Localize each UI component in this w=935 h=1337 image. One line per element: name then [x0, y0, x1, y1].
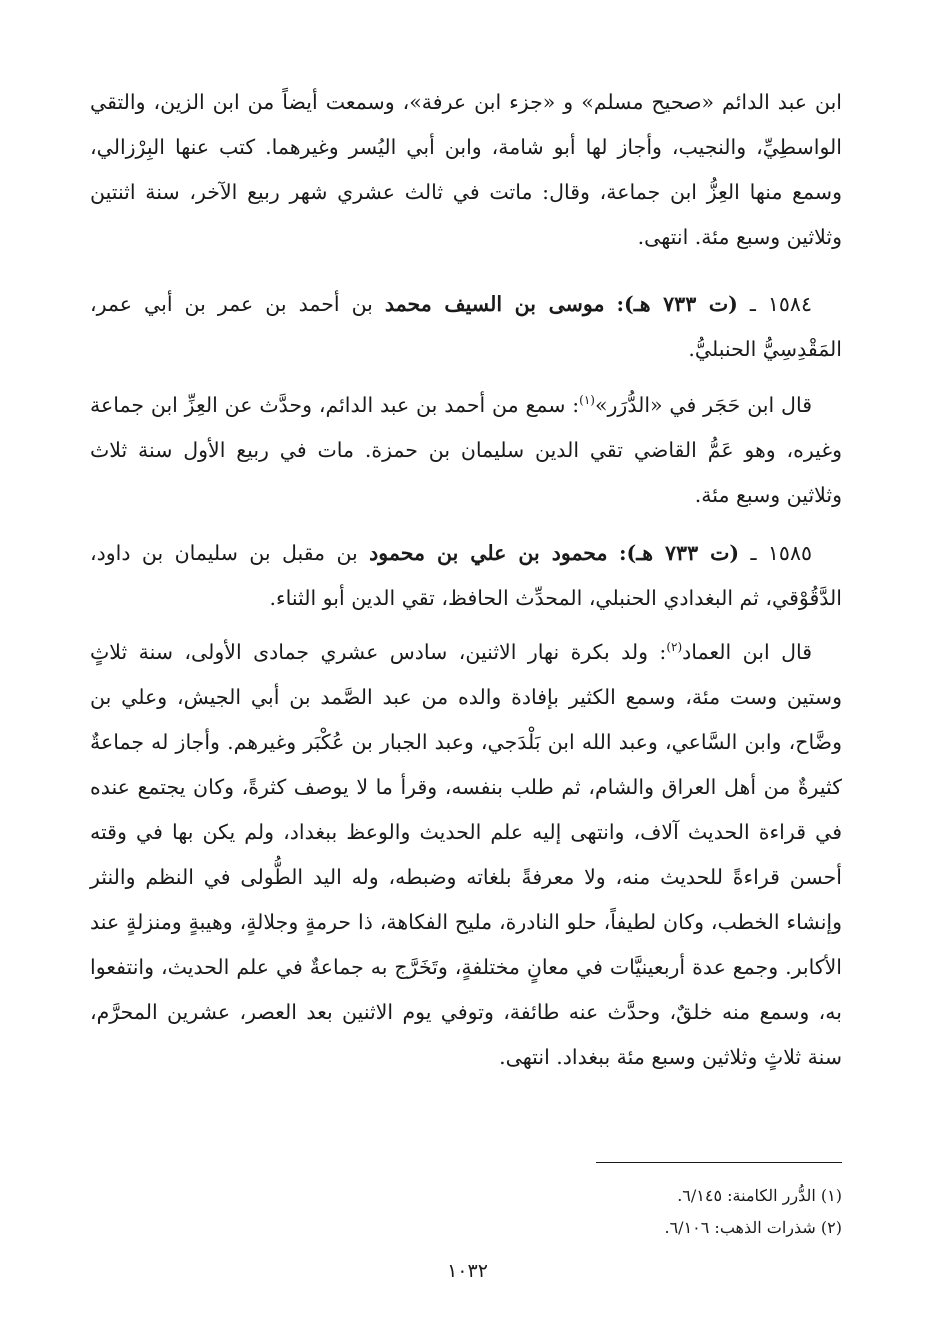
footnote-separator	[596, 1162, 842, 1163]
footnote-text: الدُّرر الكامنة: ٦/١٤٥.	[677, 1186, 816, 1205]
biography-entry-1584	[90, 282, 842, 372]
footnote-text: شذرات الذهب: ٦/١٠٦.	[664, 1218, 816, 1237]
quote-body: : سمع من أحمد بن عبد الدائم، وحدَّث عن العِزِّ ابن جماعة وغيره، وهو عَمُّ القاضي تقي الدين سليمان بن حمزة. مات في ربيع الأول سنة ثلاث وثلاثين وسبع مئة.	[90, 393, 842, 507]
footnote-reference-1[interactable]: (١)	[579, 393, 595, 408]
quote-intro: قال ابن العماد	[682, 640, 813, 664]
quote-intro: قال ابن حَجَر في «الدُّرَر»	[594, 393, 812, 417]
quote-paragraph-ibn-al-imad	[90, 630, 842, 1080]
paragraph-continuation: ابن عبد الدائم «صحيح مسلم» و «جزء ابن عرفة»، وسمعت أيضاً من ابن الزين، والتقي الواسطِيِّ، والنجيب، وأجاز لها أبو شامة، وابن أبي اليُسر وغيرهما. كتب عنها البِرْزالي، وسمع منها العِزُّ ابن جماعة، وقال: ماتت في ثالث عشري شهر ربيع الآخر، سنة اثنتين وثلاثين وسبع مئة. انتهى.	[90, 90, 842, 249]
biography-entry-1585	[90, 531, 842, 621]
death-year: (ت ٧٣٣ هـ):	[618, 541, 740, 565]
entry-number: ١٥٨٥ ـ	[750, 541, 812, 565]
footnote-reference-2[interactable]: (٢)	[666, 640, 683, 655]
entry-lineage: بن مقبل بن سليمان بن داود، الدَّقُوْقي، ثم البغدادي الحنبلي، المحدِّث الحافظ، تقي الدين أبو الثناء.	[90, 541, 842, 610]
footnote-marker: (١)	[820, 1186, 842, 1205]
page-number: ١٠٣٢	[447, 1260, 488, 1282]
footnote-2	[400, 1212, 842, 1244]
entry-name: موسى بن السيف محمد	[384, 292, 605, 316]
entry-lineage: بن أحمد بن عمر بن أبي عمر، المَقْدِسِيُّ الحنبليُّ.	[90, 292, 842, 361]
entry-number: ١٥٨٤ ـ	[749, 292, 812, 316]
death-year: (ت ٧٣٣ هـ):	[616, 292, 738, 316]
footnotes	[400, 1180, 842, 1244]
entry-name: محمود بن علي بن محمود	[369, 541, 608, 565]
footnote-1	[400, 1180, 842, 1212]
quote-body: : ولد بكرة نهار الاثنين، سادس عشري جمادى الأولى، سنة ثلاثٍ وستين وست مئة، وسمع الكثير بإفادة والده من عبد الصَّمد بن أبي الجيش، وعلي بن وضَّاح، وابن السَّاعي، وعبد الله ابن بَلْدَجي، وعبد الجبار بن عُكْبَر وغيرهم. وأجاز له جماعةٌ كثيرةٌ من أهل العراق والشام، ثم طلب بنفسه، وقرأ ما لا يوصف كثرةً، وكان يجتمع عنده في قراءة الحديث آلاف، وانتهى إليه علم الحديث والوعظ ببغداد، ولم يكن بها في وقته أحسن قراءةً للحديث منه، ولا معرفةً بلغاته وضبطه، وله اليد الطُّولى في النظم والنثر وإنشاء الخطب، وكان لطيفاً، حلو النادرة، مليح الفكاهة، ذا حرمةٍ وجلالةٍ، وهيبةٍ ومنزلةٍ عند الأكابر. وجمع عدة أربعينيَّات في معانٍ مختلفةٍ، وتَخَرَّج به جماعةٌ في علم الحديث، وانتفعوا به، وسمع منه خلقٌ، وحدَّث عنه طائفة، وتوفي يوم الاثنين بعد العصر، عشرين المحرَّم، سنة ثلاثٍ وثلاثين وسبع مئة ببغداد. انتهى.	[90, 640, 842, 1069]
main-text	[90, 80, 842, 260]
footnote-marker: (٢)	[820, 1218, 842, 1237]
quote-paragraph-ibn-hajar	[90, 383, 842, 518]
